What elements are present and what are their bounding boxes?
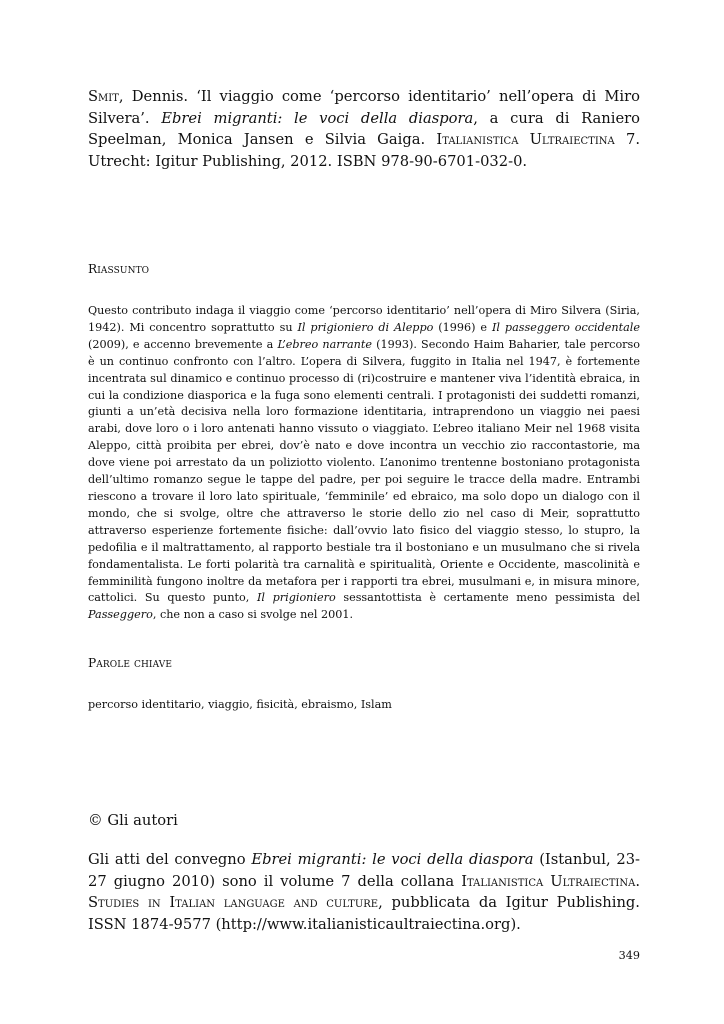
- keywords-heading: Parole chiave: [88, 656, 172, 670]
- abstract-paragraph: [88, 303, 640, 624]
- citation-text: , Dennis. ‘Il viaggio come ‘percorso identitario’ nell’opera di Miro Silvera’.: [88, 88, 640, 127]
- copyright-notice: © Gli autori: [88, 812, 178, 829]
- proceedings-text: (Istanbul, 23-27 giugno 2010) sono il volume 7 della collana: [88, 851, 641, 890]
- citation-publication: 7. Utrecht: Igitur Publishing, 2012. ISBN 978-90-6701-032-0.: [88, 131, 640, 170]
- proceedings-title: Ebrei migranti: le voci della diaspora: [251, 851, 534, 868]
- abstract-text: (1996) e: [433, 320, 492, 334]
- series-name: Italianistica Ultraiectina. Studies in Italian language and culture: [88, 872, 640, 912]
- riassunto-heading: Riassunto: [88, 262, 150, 276]
- page-number: 349: [618, 949, 640, 962]
- work-title: Il prigioniero: [256, 591, 336, 605]
- abstract-text: sessantottista è certamente meno pessimista del: [335, 591, 641, 605]
- proceedings-note: [88, 849, 640, 935]
- abstract-text: (2009), e accenno brevemente a: [88, 337, 278, 351]
- abstract-text: (1993). Secondo Haim Baharier, tale percorso è un continuo confronto con l’altro. L’opera di Silvera, fuggito in Italia nel 1947, è fortemente incentrata sul dinamico e continuo processo di (ri)costruire e mantener viva l’identità ebraica, in cui la condizione diasporica e la fuga sono elementi centrali. I protagonisti dei suddetti romanzi, giunti a un’età decisiva nella loro formazione identitaria, intraprendono un viaggio nei paesi arabi, dove loro o i loro antenati hanno vissuto o viaggiato. L’ebreo italiano Meir nel 1968 visita Aleppo, città proibita per ebrei, dov’è nato e dove incontra un vecchio zio raccontastorie, ma dove viene poi arrestato da un poliziotto violento. L’anonimo trentenne bostoniano protagonista dell’ultimo romanzo segue le tappe del padre, per poi seguire le tracce della madre. Entrambi riescono a trovare il loro lato spirituale, ‘femminile’ ed ebraico, ma solo dopo un dialogo con il mondo, che si svolge, oltre che attraverso le storie dello zio nel caso di Meir, soprattutto attraverso esperienze fortemente fisiche: dall’ovvio lato fisico del viaggio stesso, lo stupro, la pedofilia e il maltrattamento, al rapporto bestiale tra il bostoniano e un musulmano che si rivela fondamentalista. Le forti polarità tra carnalità e spiritualità, Oriente e Occidente, mascolinità e femminilità fungono inoltre da metafora per i rapporti tra ebrei, musulmani e, in misura minore, cattolici. Su questo punto,: [88, 337, 641, 605]
- proceedings-text: , pubblicata da Igitur Publishing. ISSN 1874-9577 (http://www.italianisticaultraiectina.org).: [88, 894, 640, 933]
- work-title: Passeggero: [88, 608, 153, 622]
- work-title: L’ebreo narrante: [277, 337, 372, 351]
- proceedings-text: Gli atti del convegno: [88, 851, 252, 868]
- work-title: Il passeggero occidentale: [491, 320, 640, 334]
- author-surname: Smit: [88, 88, 119, 105]
- abstract-text: , che non a caso si svolge nel 2001.: [152, 608, 354, 622]
- series-name: Italianistica Ultraiectina: [436, 131, 615, 149]
- work-title: Il prigioniero di Aleppo: [297, 320, 434, 334]
- document-page: [88, 0, 640, 1024]
- volume-title: Ebrei migranti: le voci della diaspora: [161, 109, 474, 127]
- bibliographic-citation: [88, 86, 640, 172]
- keywords-list: percorso identitario, viaggio, fisicità, ebraismo, Islam: [88, 698, 392, 711]
- abstract-text: Questo contributo indaga il viaggio come ‘percorso identitario’ nell’opera di Miro Silvera (Siria, 1942). Mi concentro soprattutto su: [88, 304, 640, 334]
- citation-editors: , a cura di Raniero Speelman, Monica Jansen e Silvia Gaiga.: [88, 109, 640, 149]
